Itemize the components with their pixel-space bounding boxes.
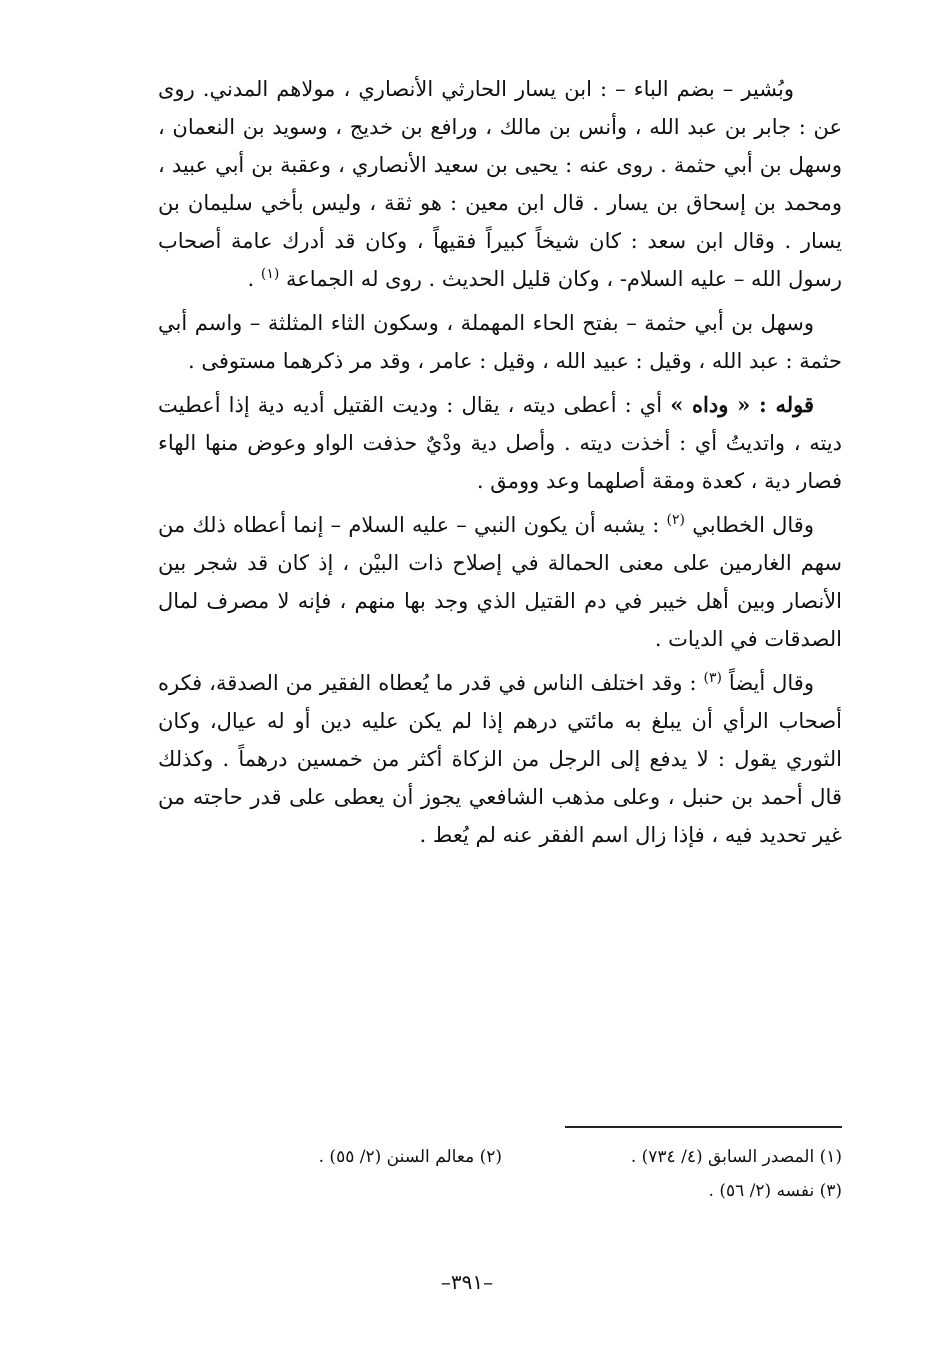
footnote-row xyxy=(158,1174,842,1208)
paragraph-text: وقال أيضاً xyxy=(721,671,814,695)
footnote-separator xyxy=(565,1126,842,1128)
paragraph-text: وبُشير – بضم الباء – : ابن يسار الحارثي الأنصاري ، مولاهم المدني. روى عن : جابر بن عبد الله ، وأنس بن مالك ، ورافع بن خديج ، وسويد بن النعمان ، وسهل بن أبي حثمة . روى عنه : يحيى بن سعيد الأنصاري ، وعقبة بن أبي عبيد ، ومحمد بن إسحاق بن يسار . قال ابن معين : هو ثقة ، وليس بأخي سليمان بن يسار . وقال ابن سعد : كان شيخاً كبيراً فقيهاً ، وكان قد أدرك عامة أصحاب رسول الله – عليه السلام- ، وكان قليل الحديث . روى له الجماعة xyxy=(158,77,842,291)
paragraph-bushair xyxy=(158,70,842,298)
paragraph-text: : وقد اختلف الناس في قدر ما يُعطاه الفقير من الصدقة، فكره أصحاب الرأي أن يبلغ به مائتي درهم إذا لم يكن عليه دين أو له عيال، وكان الثوري يقول : لا يدفع إلى الرجل من الزكاة أكثر من خمسين درهماً . وكذلك قال أحمد بن حنبل ، وعلى مذهب الشافعي يجوز أن يعطى على قدر حاجته من غير تحديد فيه ، فإذا زال اسم الفقر عنه لم يُعط . xyxy=(158,671,842,847)
paragraph-text: : يشبه أن يكون النبي – عليه السلام – إنما أعطاه ذلك من سهم الغارمين على معنى الحمالة في إصلاح ذات البيْن ، إذ كان قد شجر بين الأنصار وبين أهل خيبر في دم القتيل الذي وجد بها منهم ، فإنه لا مصرف لمال الصدقات في الديات . xyxy=(158,513,842,651)
footnote-2: (٢) معالم السنن (٢/ ٥٥) . xyxy=(318,1147,502,1167)
footnote-3: (٣) نفسه (٢/ ٥٦) . xyxy=(708,1181,842,1201)
paragraph-aydan xyxy=(158,664,842,854)
paragraph-wadah xyxy=(158,386,842,500)
paragraph-text: وقال الخطابي xyxy=(685,513,814,537)
paragraph-sahl xyxy=(158,304,842,380)
main-text xyxy=(158,70,842,860)
footnote-row xyxy=(158,1140,842,1174)
paragraph-text: أي : أعطى ديته ، يقال : وديت القتيل أديه دية إذا أعطيت ديته ، واتديتُ أي : أخذت ديته . وأصل دية ودْيٌ حذفت الواو وعوض منها الهاء فصار دية ، كعدة ومقة أصلهما وعد وومق . xyxy=(158,393,842,493)
page-number: –٣٩١– xyxy=(440,1270,494,1294)
footnote-ref-2: (٢) xyxy=(666,512,686,528)
footnote-ref-3: (٣) xyxy=(703,670,722,686)
paragraph-text: وسهل بن أبي حثمة – بفتح الحاء المهملة ، وسكون الثاء المثلثة – واسم أبي حثمة : عبد الله ، وقيل : عبيد الله ، وقيل : عامر ، وقد مر ذكرهما مستوفى . xyxy=(158,311,842,373)
paragraph-khattabi xyxy=(158,506,842,658)
footnote-1: (١) المصدر السابق (٤/ ٧٣٤) . xyxy=(630,1147,842,1167)
footnote-ref-1: (١) xyxy=(260,266,280,282)
footnotes xyxy=(158,1140,842,1208)
paragraph-text: . xyxy=(247,267,261,291)
paragraph-lead: قوله : « وداه » xyxy=(670,392,814,417)
